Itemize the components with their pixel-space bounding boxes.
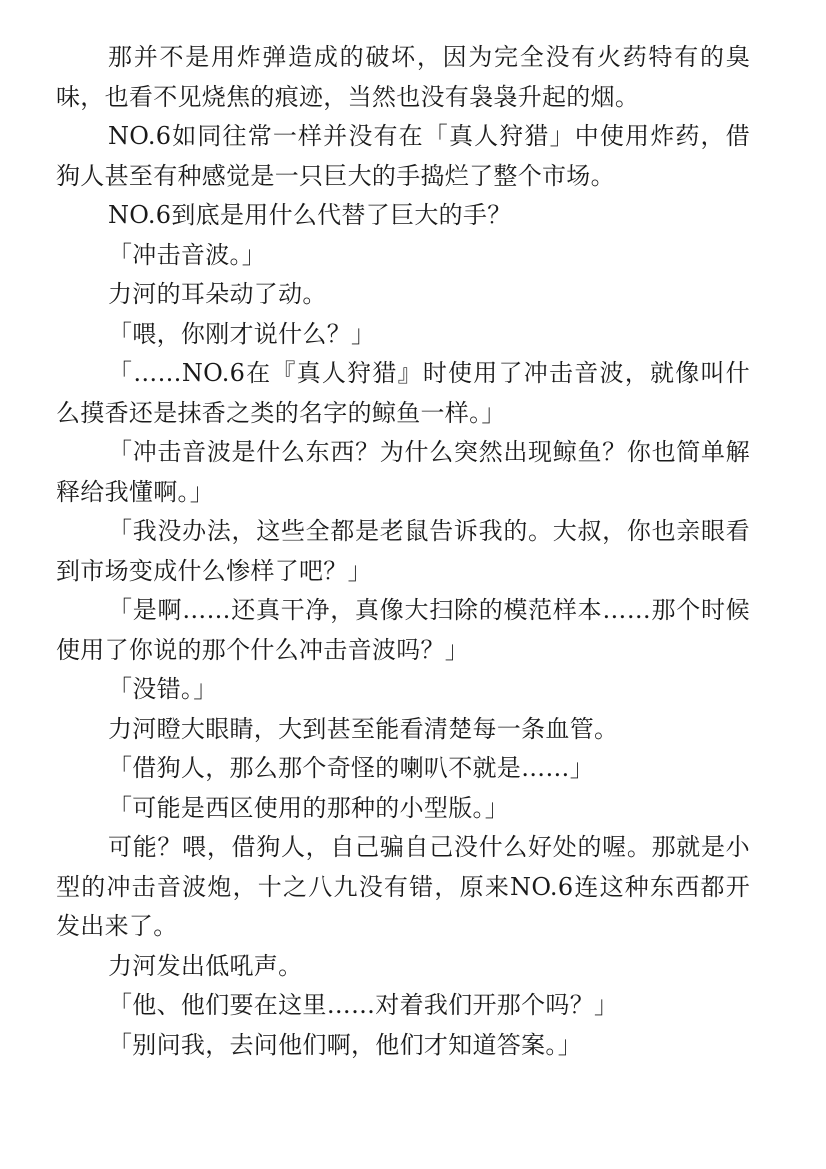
- paragraph: 「他、他们要在这里……对着我们开那个吗？」: [108, 991, 619, 1019]
- paragraph: 「可能是西区使用的那种的小型版。」: [108, 793, 510, 822]
- paragraph: NO.6如同往常一样并没有在「真人狩猎」中使用炸药，借狗人甚至有种感觉是一只巨大的手捣烂了整个市场。: [56, 122, 750, 190]
- paragraph: 「……NO.6在『真人狩猎』时使用了冲击音波，就像叫什么摸香还是抹香之类的名字的鲸鱼一样。」: [56, 359, 750, 427]
- paragraph: 「是啊……还真干净，真像大扫除的模范样本……那个时候使用了你说的那个什么冲击音波吗？」: [56, 596, 750, 664]
- paragraph: 「冲击音波是什么东西？为什么突然出现鲸鱼？你也简单解释给我懂啊。」: [56, 438, 750, 506]
- paragraph: 可能？喂，借狗人，自己骗自己没什么好处的喔。那就是小型的冲击音波炮，十之八九没有错，原来NO.6连这种东西都开发出来了。: [56, 833, 750, 940]
- paragraph: 力河发出低吼声。: [108, 951, 303, 980]
- paragraph: 力河瞪大眼睛，大到甚至能看清楚每一条血管。: [108, 714, 619, 743]
- paragraph: 力河的耳朵动了动。: [108, 280, 327, 308]
- paragraph: 「我没办法，这些全都是老鼠告诉我的。大叔，你也亲眼看到市场变成什么惨样了吧？」: [56, 517, 750, 585]
- document-page: [56, 38, 750, 1065]
- paragraph: 「冲击音波。」: [108, 240, 267, 269]
- paragraph: 那并不是用炸弹造成的破坏，因为完全没有火药特有的臭味，也看不见烧焦的痕迹，当然也没有袅袅升起的烟。: [56, 43, 750, 111]
- paragraph: NO.6到底是用什么代替了巨大的手？: [108, 201, 512, 229]
- paragraph: 「没错。」: [108, 675, 218, 703]
- paragraph: 「借狗人，那么那个奇怪的喇叭不就是……」: [108, 754, 594, 782]
- paragraph: 「喂，你刚才说什么？」: [108, 319, 376, 348]
- paragraph: 「别问我，去问他们啊，他们才知道答案。」: [108, 1030, 582, 1059]
